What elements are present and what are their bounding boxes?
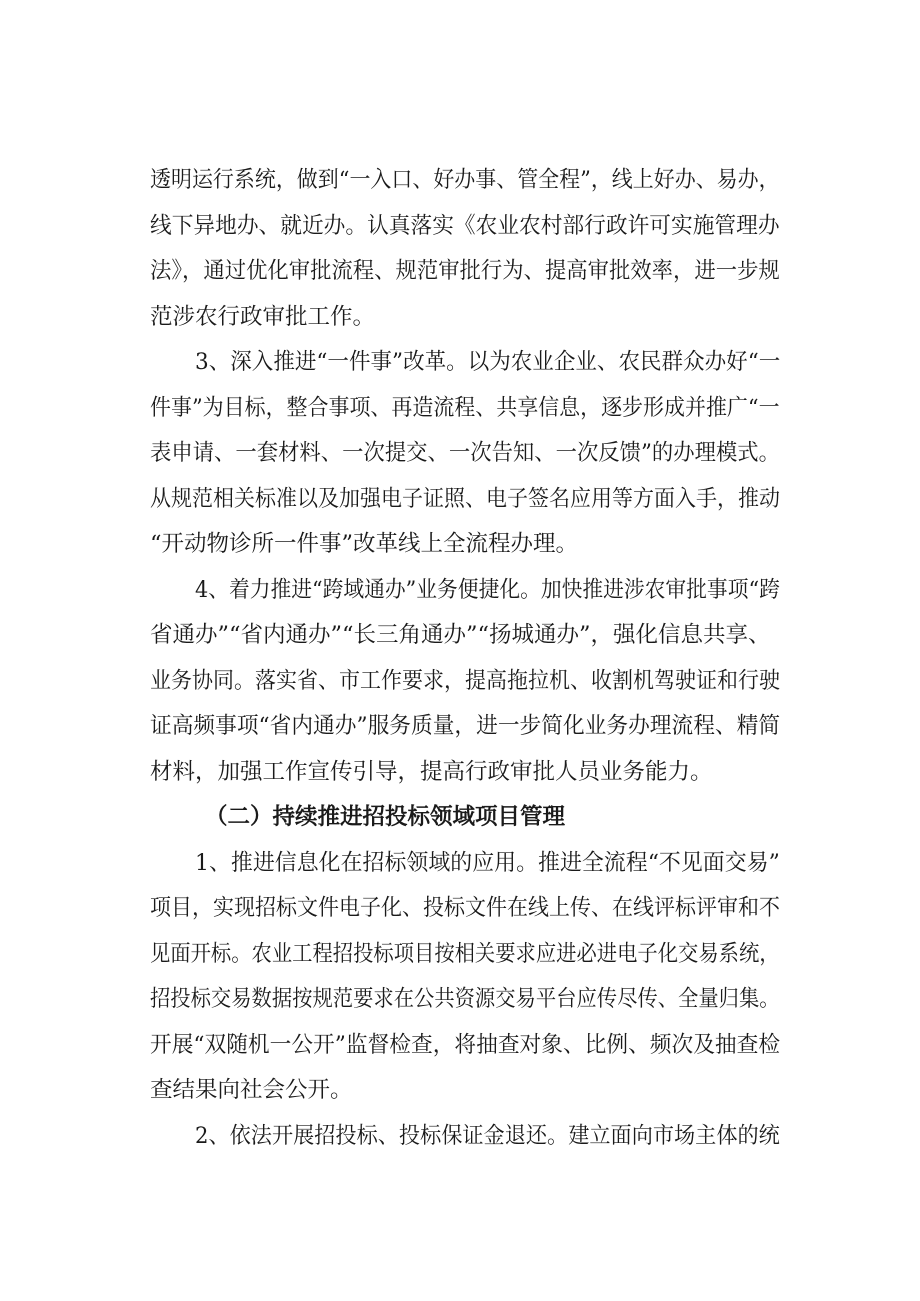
line-text: 招投标交易数据按规范要求在公共资源交易平台应传尽传、全量归集。 — [150, 986, 780, 1012]
paragraph-line — [0, 979, 920, 1019]
paragraph-line — [0, 388, 920, 428]
paragraph-line — [0, 934, 920, 974]
paragraph-line — [0, 1116, 920, 1156]
paragraph-line — [0, 615, 920, 655]
paragraph-line — [0, 524, 920, 564]
line-text: “开动物诊所一件事”改革线上全流程办理。 — [150, 531, 579, 557]
line-text: 4、着力推进“跨域通办”业务便捷化。加快推进涉农审批事项“跨 — [195, 577, 780, 603]
paragraph-line — [0, 1025, 920, 1065]
section-heading-text: （二）持续推进招投标领域项目管理 — [205, 804, 566, 830]
line-text: 省通办”“省内通办”“长三角通办”“扬城通办”，强化信息共享、 — [150, 622, 771, 648]
line-text: 查结果向社会公开。 — [150, 1077, 353, 1103]
line-text: 从规范相关标准以及加强电子证照、电子签名应用等方面入手，推动 — [150, 486, 780, 512]
line-text: 透明运行系统，做到“一入口、好办事、管全程”，线上好办、易办， — [150, 167, 780, 193]
paragraph-line — [0, 251, 920, 291]
line-text: 1、推进信息化在招标领域的应用。推进全流程“不见面交易” — [195, 850, 780, 876]
paragraph-line — [0, 843, 920, 883]
line-text: 材料，加强工作宣传引导，提高行政审批人员业务能力。 — [150, 759, 713, 785]
line-text: 2、依法开展招投标、投标保证金退还。建立面向市场主体的统 — [195, 1123, 780, 1149]
line-text: 业务协同。落实省、市工作要求，提高拖拉机、收割机驾驶证和行驶 — [150, 668, 780, 694]
paragraph-line — [0, 570, 920, 610]
paragraph-line — [0, 706, 920, 746]
line-text: 件事”为目标，整合事项、再造流程、共享信息，逐步形成并推广“一 — [150, 395, 780, 421]
line-text: 表申请、一套材料、一次提交、一次告知、一次反馈”的办理模式。 — [150, 440, 781, 466]
line-text: 线下异地办、就近办。认真落实《农业农村部行政许可实施管理办 — [150, 213, 780, 239]
line-text: 范涉农行政审批工作。 — [150, 304, 376, 330]
line-text: 3、深入推进“一件事”改革。以为农业企业、农民群众办好“一 — [195, 349, 781, 375]
paragraph-line — [0, 160, 920, 200]
paragraph-line — [0, 479, 920, 519]
line-text: 证高频事项“省内通办”服务质量，进一步简化业务办理流程、精简 — [150, 713, 781, 739]
paragraph-line — [0, 888, 920, 928]
paragraph-line — [0, 752, 920, 792]
paragraph-line — [0, 1070, 920, 1110]
line-text: 法》，通过优化审批流程、规范审批行为、提高审批效率，进一步规 — [150, 258, 780, 284]
section-heading — [0, 797, 920, 837]
line-text: 项目，实现招标文件电子化、投标文件在线上传、在线评标评审和不 — [150, 895, 780, 921]
paragraph-line — [0, 297, 920, 337]
paragraph-line — [0, 433, 920, 473]
paragraph-line — [0, 206, 920, 246]
paragraph-line — [0, 342, 920, 382]
line-text: 见面开标。农业工程招投标项目按相关要求应进必进电子化交易系统， — [150, 941, 780, 967]
paragraph-line — [0, 661, 920, 701]
line-text: 开展“双随机一公开”监督检查，将抽查对象、比例、频次及抽查检 — [150, 1032, 781, 1058]
